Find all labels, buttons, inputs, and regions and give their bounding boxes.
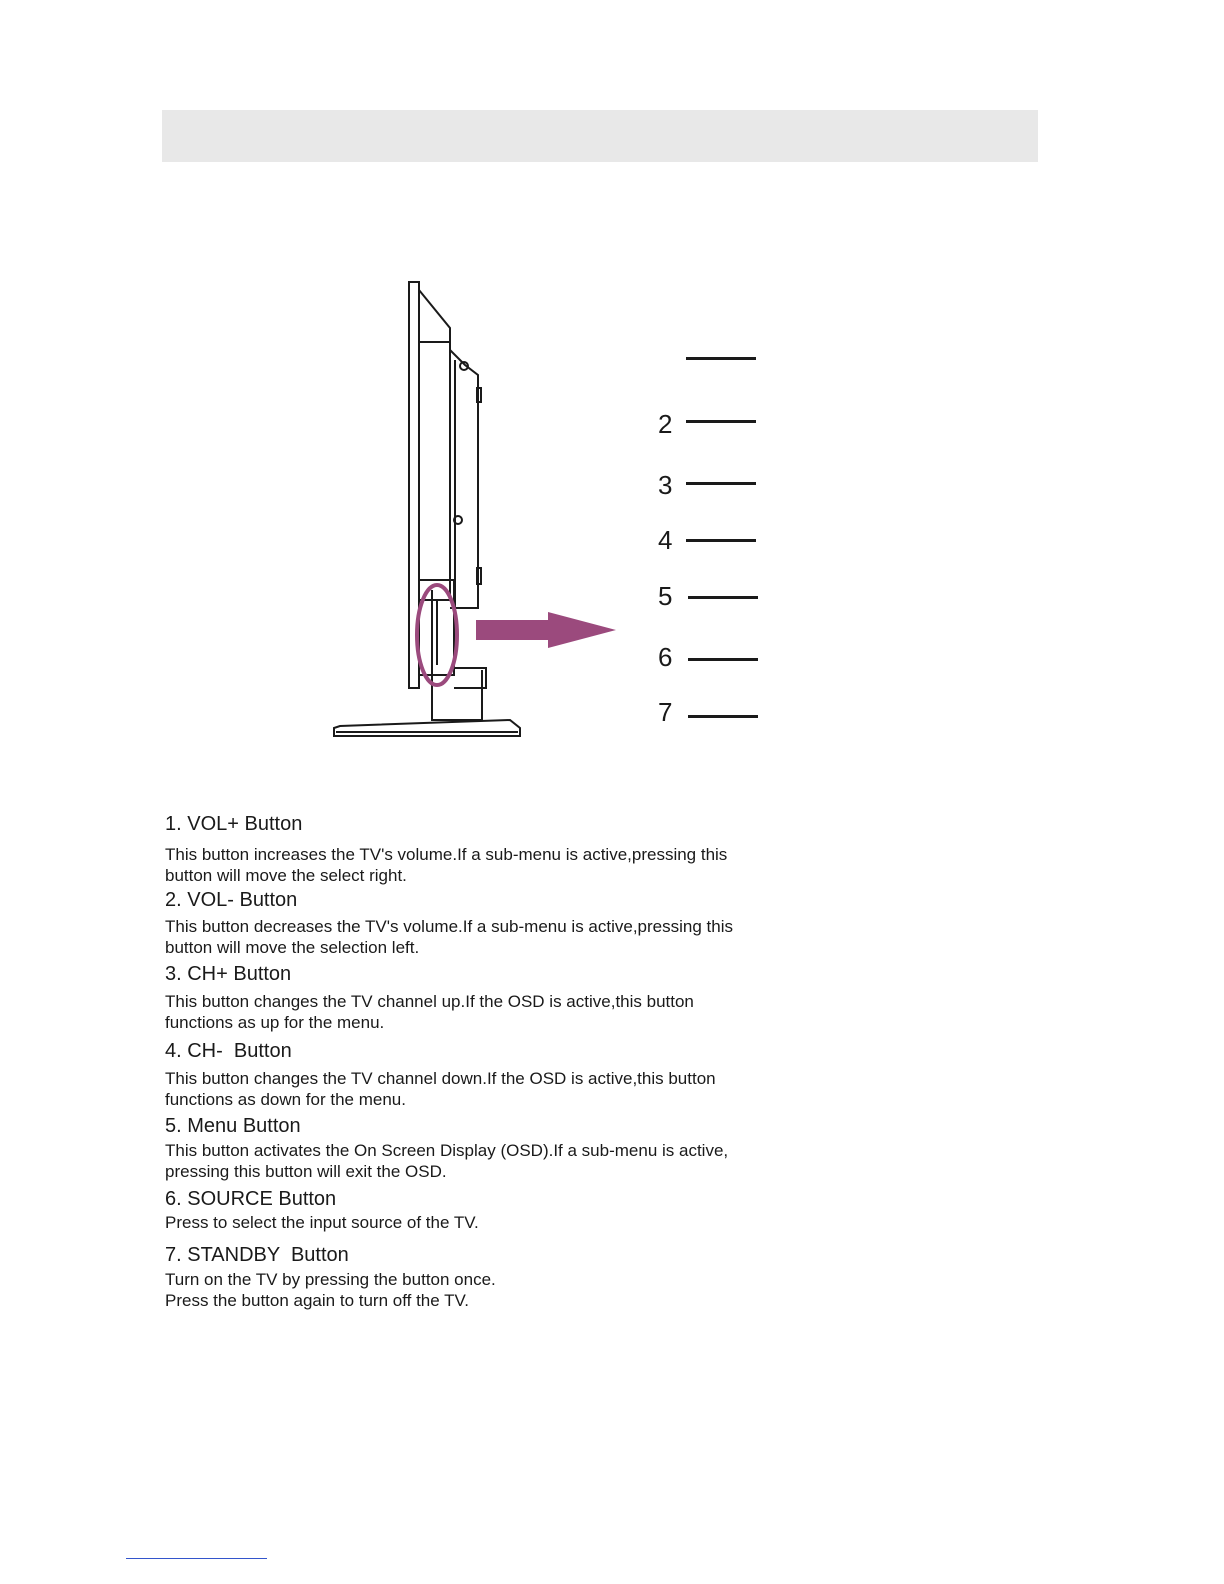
tv-stand-neck (432, 670, 482, 720)
item-body: This button decreases the TV's volume.If a sub-menu is active,pressing this button will move the selection left. (165, 917, 733, 957)
item-body: This button changes the TV channel up.If the OSD is active,this button functions as up for the menu. (165, 992, 694, 1032)
item-ch-plus (165, 962, 825, 1033)
item-body: Turn on the TV by pressing the button once. Press the button again to turn off the TV. (165, 1270, 496, 1310)
item-title: 3. CH+ Button (165, 963, 292, 985)
item-title: 4. CH- Button (165, 1040, 292, 1062)
item-standby (165, 1243, 825, 1311)
item-menu (165, 1114, 825, 1182)
callout-leader-line (688, 658, 758, 661)
item-title: 2. VOL- Button (165, 889, 298, 911)
tv-back-housing (419, 290, 450, 342)
callout-leader-line (688, 715, 758, 718)
callout-leader-line (688, 596, 758, 599)
callout-leader-line (686, 420, 756, 423)
callout-leader-line (686, 357, 756, 360)
item-vol-plus (165, 812, 825, 886)
callout-leader-line (686, 539, 756, 542)
callout-number: 5 (658, 581, 673, 611)
tv-stand-base (334, 720, 520, 736)
section-header-bar (162, 110, 1038, 162)
callout-number: 4 (658, 525, 673, 555)
item-title: 7. STANDBY Button (165, 1244, 349, 1266)
callout-number: 6 (658, 642, 673, 672)
item-title: 5. Menu Button (165, 1115, 301, 1137)
item-source (165, 1187, 825, 1233)
item-ch-minus (165, 1039, 825, 1110)
button-description-list (165, 812, 825, 1311)
callout-leader-line (686, 482, 756, 485)
item-title: 6. SOURCE Button (165, 1188, 337, 1210)
item-body: This button changes the TV channel down.If the OSD is active,this button functions as down for the menu. (165, 1069, 716, 1109)
item-body: This button activates the On Screen Display (OSD).If a sub-menu is active, pressing this button will exit the OSD. (165, 1141, 729, 1181)
callout-number: 7 (658, 697, 673, 727)
callout-number: 3 (658, 470, 673, 500)
item-body: Press to select the input source of the TV. (165, 1213, 479, 1232)
pointer-arrow (476, 612, 616, 648)
item-vol-minus (165, 888, 825, 958)
item-title: 1. VOL+ Button (165, 813, 303, 835)
item-body: This button increases the TV's volume.If a sub-menu is active,pressing this button will move the select right. (165, 845, 728, 885)
callout-number: 2 (658, 409, 673, 439)
footer-rule (126, 1558, 267, 1559)
tv-side-view-diagram (320, 270, 800, 750)
